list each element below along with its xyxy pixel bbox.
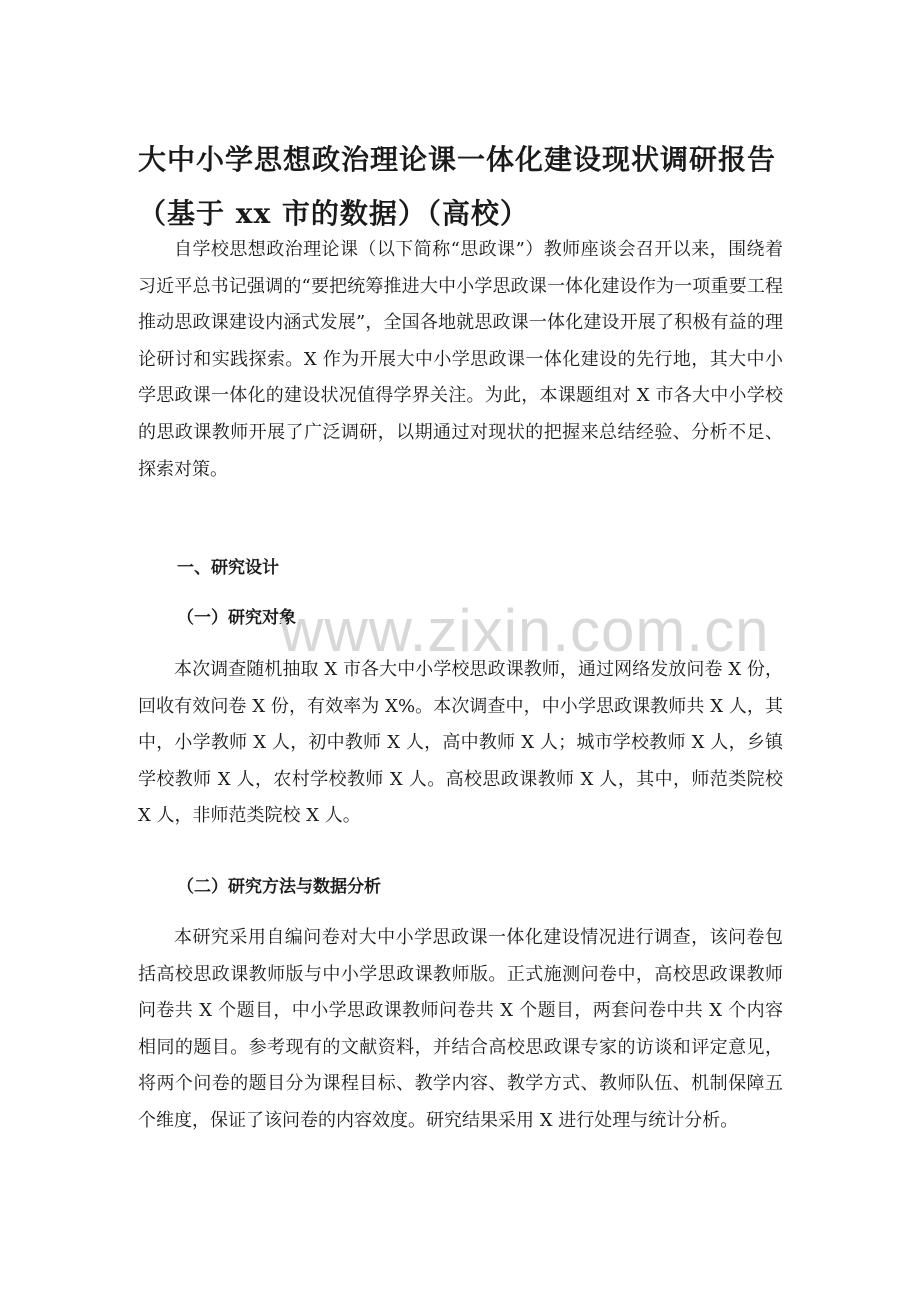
document-title-line1: 大中小学思想政治理论课一体化建设现状调研报告 xyxy=(138,143,777,176)
intro-paragraph: 自学校思想政治理论课（以下简称“思政课”）教师座谈会召开以来，围绕着习近平总书记强调的“要把统筹推进大中小学思政课一体化建设作为一项重要工程推动思政课建设内涵式发展”，全国各地就思政课一体化建设开展了积极有益的理论研讨和实践探索。X 作为开展大中小学思政课一体化建设的先行地，其大中小学思政课一体化的建设状况值得学界关注。为此，本课题组对 X 市各大中小学校的思政课教师开展了广泛调研，以期通过对现状的把握来总结经验、分析不足、探索对策。 xyxy=(138,239,783,480)
subsection-heading-methods: （二）研究方法与数据分析 xyxy=(177,877,381,897)
research-subjects-paragraph: 本次调查随机抽取 X 市各大中小学校思政课教师，通过网络发放问卷 X 份，回收有效问卷 X 份，有效率为 X%。本次调查中，中小学思政课教师共 X 人，其中，小学教师 X 人，初中教师 X 人，高中教师 X 人；城市学校教师 X 人，乡镇学校教师 X 人，农村学校教师 X 人。高校思政课教师 X 人，其中，师范类院校 X 人，非师范类院校 X 人。 xyxy=(138,659,783,827)
document-title-line2: （基于 xx 市的数据）（高校） xyxy=(138,197,529,230)
methods-paragraph: 本研究采用自编问卷对大中小学思政课一体化建设情况进行调查，该问卷包括高校思政课教师版与中小学思政课教师版。正式施测问卷中，高校思政课教师问卷共 X 个题目，中小学思政课教师问卷共 X 个题目，两套问卷中共 X 个内容相同的题目。参考现有的文献资料，并结合高校思政课专家的访谈和评定意见，将两个问卷的题目分为课程目标、教学内容、教学方式、教师队伍、机制保障五个维度，保证了该问卷的内容效度。研究结果采用 X 进行处理与统计分析。 xyxy=(138,927,783,1131)
section-heading-research-design: 一、研究设计 xyxy=(177,558,279,578)
watermark: www.zixin.com.cn xyxy=(280,597,770,664)
subsection-heading-research-subjects: （一）研究对象 xyxy=(177,608,296,628)
